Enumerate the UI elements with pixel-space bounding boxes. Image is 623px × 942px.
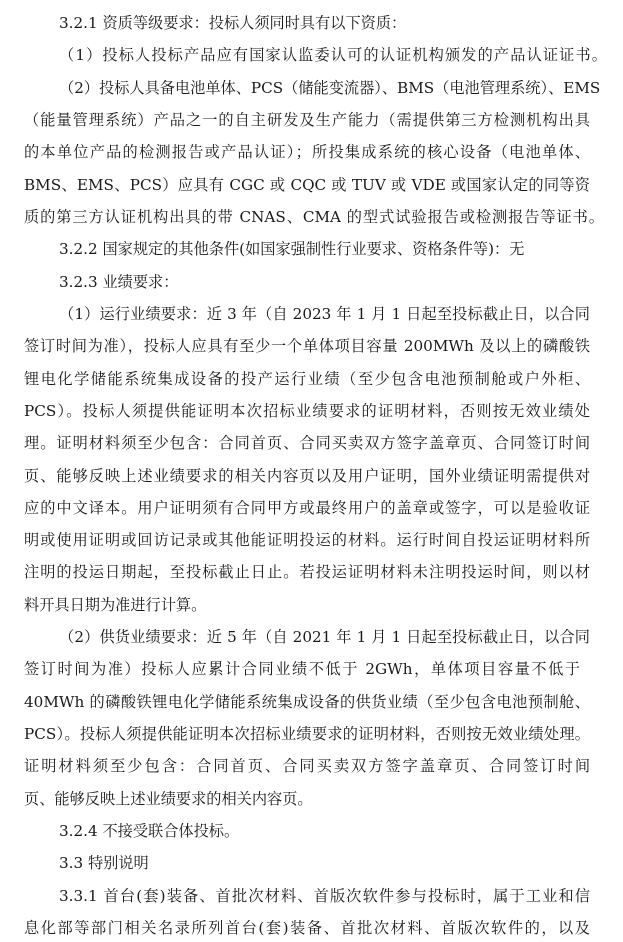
paragraph-line: 理。证明材料须至少包含：合同首页、合同买卖双方签字盖章页、合同签订时间 bbox=[24, 434, 590, 452]
section-3-2-2-heading: 3.2.2 国家规定的其他条件(如国家强制性行业要求、资格条件等)：无 bbox=[59, 240, 525, 258]
paragraph-line: 页、能够反映上述业绩要求的相关内容页。 bbox=[24, 790, 313, 808]
paragraph-line: （1）运行业绩要求：近 3 年（自 2023 年 1 月 1 日起至投标截止日，以合同 bbox=[59, 305, 590, 323]
section-3-2-3-heading: 3.2.3 业绩要求： bbox=[59, 273, 179, 291]
section-3-3-heading: 3.3 特别说明 bbox=[59, 854, 149, 872]
paragraph-line: 签订时间为准），投标人应具有至少一个单体项目容量 200MWh 及以上的磷酸铁 bbox=[24, 337, 590, 355]
paragraph-line: 的本单位产品的检测报告或产品认证）；所投集成系统的核心设备（电池单体、 bbox=[24, 143, 590, 161]
paragraph-line: （2）供货业绩要求：近 5 年（自 2021 年 1 月 1 日起至投标截止日，以合同 bbox=[59, 628, 590, 646]
paragraph-line: 证明材料须至少包含：合同首页、合同买卖双方签字盖章页、合同签订时间 bbox=[24, 757, 590, 775]
section-3-2-4-heading: 3.2.4 不接受联合体投标。 bbox=[59, 822, 240, 840]
paragraph-line: （2）投标人具备电池单体、PCS（储能变流器）、BMS（电池管理系统）、EMS bbox=[59, 79, 601, 97]
paragraph-line: 页、能够反映上述业绩要求的相关内容页以及用户证明，国外业绩证明需提供对 bbox=[24, 467, 590, 485]
paragraph-line: （1）投标人投标产品应有国家认监委认可的认证机构颁发的产品认证证书。 bbox=[59, 46, 607, 64]
paragraph-line: 注明的投运日期起，至投标截止日止。若投运证明材料未注明投运时间，则以材 bbox=[24, 563, 590, 581]
paragraph-line: PCS）。投标人须提供能证明本次招标业绩要求的证明材料，否则按无效业绩处理。 bbox=[24, 725, 590, 743]
paragraph-line: （能量管理系统）产品之一的自主研发及生产能力（需提供第三方检测机构出具 bbox=[24, 111, 590, 129]
section-3-2-1-heading: 3.2.1 资质等级要求：投标人须同时具有以下资质： bbox=[59, 14, 407, 32]
paragraph-line: BMS、EMS、PCS）应具有 CGC 或 CQC 或 TUV 或 VDE 或国家认定的同等资 bbox=[24, 176, 590, 194]
paragraph-line: 明或使用证明或回访记录或其他能证明投运的材料。运行时间自投运证明材料所 bbox=[24, 531, 590, 549]
paragraph-line: PCS）。投标人须提供能证明本次招标业绩要求的证明材料，否则按无效业绩处 bbox=[24, 402, 590, 420]
paragraph-line: 应的中文译本。用户证明须有合同甲方或最终用户的盖章或签字，可以是验收证 bbox=[24, 499, 590, 517]
paragraph-line: 锂电化学储能系统集成设备的投产运行业绩（至少包含电池预制舱或户外柜、 bbox=[24, 370, 590, 388]
paragraph-line: 40MWh 的磷酸铁锂电化学储能系统集成设备的供货业绩（至少包含电池预制舱、 bbox=[24, 693, 590, 711]
paragraph-line: 签订时间为准）投标人应累计合同业绩不低于 2GWh，单体项目容量不低于 bbox=[24, 660, 580, 678]
paragraph-line: 息化部等部门相关名录所列首台(套)装备、首批次材料、首版次软件的，以及 bbox=[24, 919, 590, 937]
paragraph-line: 质的第三方认证机构出具的带 CNAS、CMA 的型式试验报告或检测报告等证书。 bbox=[24, 208, 604, 226]
paragraph-line: 料开具日期为准进行计算。 bbox=[24, 596, 207, 614]
paragraph-line: 3.3.1 首台(套)装备、首批次材料、首版次软件参与投标时，属于工业和信 bbox=[59, 887, 590, 905]
